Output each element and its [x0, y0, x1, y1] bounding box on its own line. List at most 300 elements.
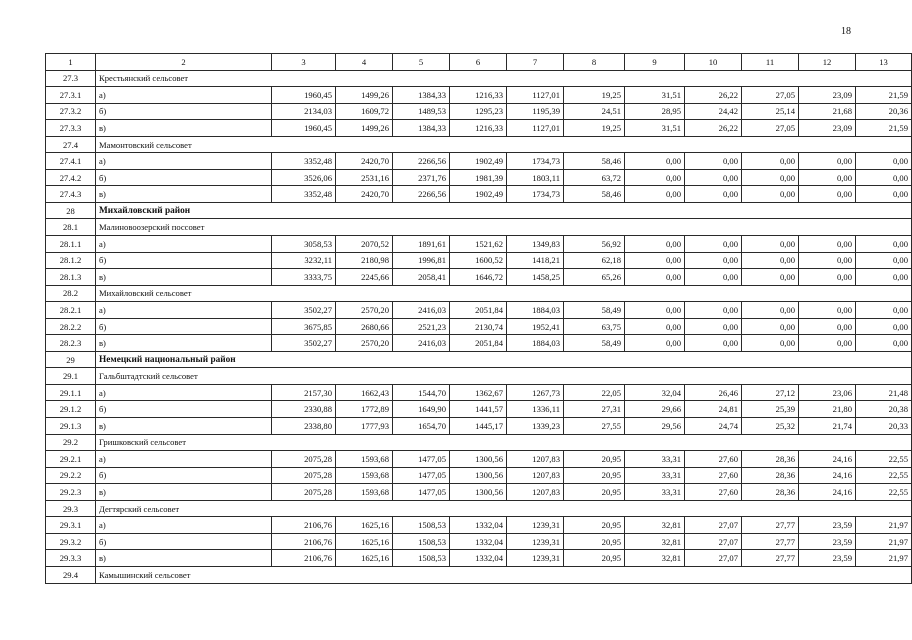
value-cell-col10: 0,00	[685, 153, 742, 170]
table-row	[46, 302, 912, 319]
value-cell-col12: 23,09	[799, 120, 856, 137]
value-cell-col3: 3526,06	[272, 169, 336, 186]
value-cell-col9: 31,51	[625, 87, 685, 104]
column-header-13: 13	[856, 54, 912, 71]
column-header-6: 6	[450, 54, 507, 71]
value-cell-col7: 1349,83	[507, 236, 564, 253]
row-code: 29.3.1	[46, 517, 96, 534]
value-cell-col5: 2371,76	[393, 169, 450, 186]
table-row	[46, 517, 912, 534]
value-cell-col8: 58,49	[564, 335, 625, 352]
value-cell-col4: 2245,66	[336, 269, 393, 286]
value-cell-col3: 3502,27	[272, 302, 336, 319]
value-cell-col4: 2180,98	[336, 252, 393, 269]
value-cell-col5: 1477,05	[393, 484, 450, 501]
value-cell-col12: 24,16	[799, 484, 856, 501]
row-code: 29.3.2	[46, 533, 96, 550]
value-cell-col13: 0,00	[856, 269, 912, 286]
value-cell-col3: 3352,48	[272, 153, 336, 170]
row-variant: в)	[96, 120, 272, 137]
data-table	[45, 53, 912, 584]
value-cell-col7: 1734,73	[507, 153, 564, 170]
value-cell-col9: 33,31	[625, 451, 685, 468]
value-cell-col7: 1239,31	[507, 533, 564, 550]
row-code: 29	[46, 351, 96, 368]
value-cell-col7: 1239,31	[507, 550, 564, 567]
value-cell-col4: 1625,16	[336, 550, 393, 567]
value-cell-col4: 1499,26	[336, 120, 393, 137]
value-cell-col5: 1477,05	[393, 451, 450, 468]
row-code: 28.1.1	[46, 236, 96, 253]
value-cell-col13: 20,38	[856, 401, 912, 418]
column-header-11: 11	[742, 54, 799, 71]
table-row	[46, 418, 912, 435]
value-cell-col13: 0,00	[856, 302, 912, 319]
section-row	[46, 70, 912, 87]
table-row	[46, 384, 912, 401]
value-cell-col12: 0,00	[799, 252, 856, 269]
value-cell-col11: 0,00	[742, 169, 799, 186]
table-row	[46, 153, 912, 170]
value-cell-col7: 1418,21	[507, 252, 564, 269]
value-cell-col9: 28,95	[625, 103, 685, 120]
section-row	[46, 285, 912, 302]
column-header-8: 8	[564, 54, 625, 71]
value-cell-col6: 1646,72	[450, 269, 507, 286]
value-cell-col9: 0,00	[625, 302, 685, 319]
row-code: 29.1	[46, 368, 96, 385]
row-variant: а)	[96, 302, 272, 319]
row-code: 29.2.1	[46, 451, 96, 468]
row-variant: б)	[96, 533, 272, 550]
row-code: 27.4.1	[46, 153, 96, 170]
value-cell-col4: 1625,16	[336, 533, 393, 550]
district-row	[46, 202, 912, 219]
value-cell-col3: 3352,48	[272, 186, 336, 203]
value-cell-col10: 0,00	[685, 269, 742, 286]
value-cell-col6: 1300,56	[450, 451, 507, 468]
value-cell-col11: 0,00	[742, 186, 799, 203]
row-code: 27.3.2	[46, 103, 96, 120]
value-cell-col13: 21,48	[856, 384, 912, 401]
column-header-1: 1	[46, 54, 96, 71]
value-cell-col8: 22,05	[564, 384, 625, 401]
value-cell-col6: 1332,04	[450, 550, 507, 567]
table-row	[46, 318, 912, 335]
value-cell-col4: 2680,66	[336, 318, 393, 335]
value-cell-col8: 19,25	[564, 87, 625, 104]
value-cell-col10: 27,60	[685, 484, 742, 501]
value-cell-col11: 27,05	[742, 120, 799, 137]
table-row	[46, 451, 912, 468]
value-cell-col11: 28,36	[742, 484, 799, 501]
value-cell-col6: 1216,33	[450, 87, 507, 104]
value-cell-col3: 2106,76	[272, 533, 336, 550]
value-cell-col13: 0,00	[856, 186, 912, 203]
value-cell-col8: 27,55	[564, 418, 625, 435]
row-code: 27.4	[46, 136, 96, 153]
value-cell-col13: 21,97	[856, 550, 912, 567]
value-cell-col9: 0,00	[625, 269, 685, 286]
value-cell-col9: 33,31	[625, 467, 685, 484]
value-cell-col12: 21,68	[799, 103, 856, 120]
value-cell-col7: 1195,39	[507, 103, 564, 120]
table-row	[46, 533, 912, 550]
value-cell-col6: 1600,52	[450, 252, 507, 269]
value-cell-col12: 24,16	[799, 451, 856, 468]
value-cell-col13: 22,55	[856, 451, 912, 468]
value-cell-col12: 0,00	[799, 236, 856, 253]
value-cell-col6: 1216,33	[450, 120, 507, 137]
value-cell-col13: 21,97	[856, 517, 912, 534]
table-row	[46, 550, 912, 567]
value-cell-col4: 2420,70	[336, 153, 393, 170]
value-cell-col7: 1127,01	[507, 120, 564, 137]
value-cell-col6: 1295,23	[450, 103, 507, 120]
row-code: 29.1.2	[46, 401, 96, 418]
row-variant: б)	[96, 401, 272, 418]
value-cell-col13: 20,33	[856, 418, 912, 435]
value-cell-col10: 0,00	[685, 302, 742, 319]
row-code: 28.1	[46, 219, 96, 236]
page-number: 18	[841, 26, 851, 37]
value-cell-col12: 0,00	[799, 153, 856, 170]
value-cell-col7: 1127,01	[507, 87, 564, 104]
value-cell-col13: 0,00	[856, 153, 912, 170]
value-cell-col11: 27,12	[742, 384, 799, 401]
row-variant: в)	[96, 484, 272, 501]
value-cell-col4: 2531,16	[336, 169, 393, 186]
value-cell-col8: 62,18	[564, 252, 625, 269]
row-variant: а)	[96, 236, 272, 253]
value-cell-col6: 1332,04	[450, 517, 507, 534]
value-cell-col4: 1777,93	[336, 418, 393, 435]
value-cell-col3: 3675,85	[272, 318, 336, 335]
value-cell-col5: 1508,53	[393, 550, 450, 567]
value-cell-col10: 27,60	[685, 451, 742, 468]
value-cell-col4: 1499,26	[336, 87, 393, 104]
value-cell-col12: 24,16	[799, 467, 856, 484]
value-cell-col6: 2130,74	[450, 318, 507, 335]
value-cell-col13: 21,59	[856, 120, 912, 137]
value-cell-col4: 1593,68	[336, 467, 393, 484]
value-cell-col5: 2416,03	[393, 335, 450, 352]
row-variant: в)	[96, 186, 272, 203]
value-cell-col13: 20,36	[856, 103, 912, 120]
value-cell-col6: 1332,04	[450, 533, 507, 550]
value-cell-col6: 1362,67	[450, 384, 507, 401]
value-cell-col5: 1649,90	[393, 401, 450, 418]
value-cell-col11: 27,77	[742, 533, 799, 550]
table-row	[46, 120, 912, 137]
value-cell-col12: 0,00	[799, 269, 856, 286]
value-cell-col7: 1207,83	[507, 451, 564, 468]
value-cell-col8: 63,72	[564, 169, 625, 186]
value-cell-col10: 0,00	[685, 252, 742, 269]
value-cell-col6: 1300,56	[450, 484, 507, 501]
value-cell-col11: 0,00	[742, 153, 799, 170]
value-cell-col12: 23,59	[799, 550, 856, 567]
column-header-10: 10	[685, 54, 742, 71]
value-cell-col6: 1521,62	[450, 236, 507, 253]
row-variant: а)	[96, 451, 272, 468]
value-cell-col10: 27,07	[685, 517, 742, 534]
section-title: Крестьянский сельсовет	[96, 70, 912, 87]
value-cell-col5: 1384,33	[393, 120, 450, 137]
row-variant: в)	[96, 269, 272, 286]
value-cell-col8: 20,95	[564, 533, 625, 550]
value-cell-col5: 2416,03	[393, 302, 450, 319]
value-cell-col8: 19,25	[564, 120, 625, 137]
row-code: 28.2.1	[46, 302, 96, 319]
value-cell-col8: 56,92	[564, 236, 625, 253]
value-cell-col4: 1662,43	[336, 384, 393, 401]
value-cell-col7: 1336,11	[507, 401, 564, 418]
value-cell-col10: 0,00	[685, 186, 742, 203]
value-cell-col9: 31,51	[625, 120, 685, 137]
value-cell-col13: 0,00	[856, 252, 912, 269]
value-cell-col4: 2570,20	[336, 302, 393, 319]
value-cell-col5: 1891,61	[393, 236, 450, 253]
value-cell-col7: 1339,23	[507, 418, 564, 435]
column-header-12: 12	[799, 54, 856, 71]
value-cell-col9: 32,81	[625, 533, 685, 550]
value-cell-col11: 0,00	[742, 302, 799, 319]
value-cell-col9: 0,00	[625, 169, 685, 186]
value-cell-col3: 3333,75	[272, 269, 336, 286]
row-code: 28.2.2	[46, 318, 96, 335]
section-row	[46, 566, 912, 583]
row-code: 29.1.3	[46, 418, 96, 435]
value-cell-col3: 2330,88	[272, 401, 336, 418]
value-cell-col7: 1884,03	[507, 302, 564, 319]
value-cell-col10: 24,42	[685, 103, 742, 120]
value-cell-col5: 2058,41	[393, 269, 450, 286]
table-row	[46, 87, 912, 104]
row-code: 28	[46, 202, 96, 219]
table-row	[46, 103, 912, 120]
value-cell-col7: 1239,31	[507, 517, 564, 534]
table-row	[46, 467, 912, 484]
value-cell-col8: 58,46	[564, 153, 625, 170]
value-cell-col5: 1508,53	[393, 517, 450, 534]
value-cell-col11: 28,36	[742, 451, 799, 468]
value-cell-col6: 1300,56	[450, 467, 507, 484]
row-code: 28.2.3	[46, 335, 96, 352]
value-cell-col5: 1477,05	[393, 467, 450, 484]
section-row	[46, 434, 912, 451]
value-cell-col8: 58,46	[564, 186, 625, 203]
district-title: Михайловский район	[96, 202, 912, 219]
row-variant: б)	[96, 318, 272, 335]
value-cell-col10: 0,00	[685, 335, 742, 352]
row-variant: б)	[96, 169, 272, 186]
value-cell-col12: 21,80	[799, 401, 856, 418]
row-code: 29.3	[46, 500, 96, 517]
row-variant: а)	[96, 87, 272, 104]
row-variant: а)	[96, 517, 272, 534]
table-row	[46, 236, 912, 253]
value-cell-col8: 20,95	[564, 517, 625, 534]
table-row	[46, 186, 912, 203]
value-cell-col5: 1508,53	[393, 533, 450, 550]
section-title: Гришковский сельсовет	[96, 434, 912, 451]
column-header-9: 9	[625, 54, 685, 71]
column-header-5: 5	[393, 54, 450, 71]
value-cell-col3: 2106,76	[272, 517, 336, 534]
row-code: 27.4.2	[46, 169, 96, 186]
value-cell-col7: 1734,73	[507, 186, 564, 203]
value-cell-col5: 1384,33	[393, 87, 450, 104]
value-cell-col7: 1952,41	[507, 318, 564, 335]
row-variant: а)	[96, 384, 272, 401]
row-variant: а)	[96, 153, 272, 170]
section-title: Гальбштадтский сельсовет	[96, 368, 912, 385]
value-cell-col6: 1981,39	[450, 169, 507, 186]
section-title: Мамонтовский сельсовет	[96, 136, 912, 153]
row-variant: б)	[96, 467, 272, 484]
value-cell-col5: 2266,56	[393, 186, 450, 203]
value-cell-col6: 1441,57	[450, 401, 507, 418]
table-row	[46, 401, 912, 418]
value-cell-col9: 0,00	[625, 186, 685, 203]
row-variant: б)	[96, 103, 272, 120]
value-cell-col8: 20,95	[564, 484, 625, 501]
column-header-4: 4	[336, 54, 393, 71]
value-cell-col3: 1960,45	[272, 120, 336, 137]
table-row	[46, 484, 912, 501]
row-code: 29.4	[46, 566, 96, 583]
value-cell-col13: 22,55	[856, 484, 912, 501]
value-cell-col9: 29,56	[625, 418, 685, 435]
value-cell-col3: 2075,28	[272, 451, 336, 468]
value-cell-col11: 25,32	[742, 418, 799, 435]
value-cell-col10: 26,46	[685, 384, 742, 401]
table-row	[46, 335, 912, 352]
value-cell-col9: 0,00	[625, 153, 685, 170]
value-cell-col12: 0,00	[799, 186, 856, 203]
value-cell-col12: 0,00	[799, 302, 856, 319]
value-cell-col8: 20,95	[564, 550, 625, 567]
value-cell-col7: 1458,25	[507, 269, 564, 286]
row-code: 29.1.1	[46, 384, 96, 401]
value-cell-col13: 0,00	[856, 169, 912, 186]
value-cell-col8: 24,51	[564, 103, 625, 120]
section-title: Малиновоозерский поссовет	[96, 219, 912, 236]
column-header-2: 2	[96, 54, 272, 71]
value-cell-col6: 1902,49	[450, 153, 507, 170]
value-cell-col3: 2338,80	[272, 418, 336, 435]
value-cell-col4: 1772,89	[336, 401, 393, 418]
value-cell-col13: 21,59	[856, 87, 912, 104]
value-cell-col9: 29,66	[625, 401, 685, 418]
value-cell-col13: 22,55	[856, 467, 912, 484]
value-cell-col8: 63,75	[564, 318, 625, 335]
value-cell-col12: 0,00	[799, 169, 856, 186]
row-code: 27.3	[46, 70, 96, 87]
value-cell-col10: 26,22	[685, 120, 742, 137]
table-row	[46, 252, 912, 269]
value-cell-col4: 2420,70	[336, 186, 393, 203]
value-cell-col7: 1267,73	[507, 384, 564, 401]
value-cell-col9: 32,81	[625, 517, 685, 534]
value-cell-col11: 25,14	[742, 103, 799, 120]
value-cell-col12: 23,06	[799, 384, 856, 401]
row-variant: б)	[96, 252, 272, 269]
value-cell-col7: 1207,83	[507, 467, 564, 484]
table-row	[46, 169, 912, 186]
value-cell-col5: 2266,56	[393, 153, 450, 170]
table-body	[46, 70, 912, 583]
row-code: 29.2	[46, 434, 96, 451]
value-cell-col3: 3502,27	[272, 335, 336, 352]
value-cell-col11: 28,36	[742, 467, 799, 484]
value-cell-col8: 58,49	[564, 302, 625, 319]
value-cell-col5: 1489,53	[393, 103, 450, 120]
value-cell-col6: 1445,17	[450, 418, 507, 435]
section-row	[46, 368, 912, 385]
value-cell-col6: 1902,49	[450, 186, 507, 203]
row-code: 27.3.1	[46, 87, 96, 104]
value-cell-col12: 0,00	[799, 318, 856, 335]
row-code: 29.2.2	[46, 467, 96, 484]
value-cell-col3: 3058,53	[272, 236, 336, 253]
value-cell-col9: 32,04	[625, 384, 685, 401]
value-cell-col4: 2070,52	[336, 236, 393, 253]
value-cell-col9: 0,00	[625, 236, 685, 253]
row-variant: в)	[96, 418, 272, 435]
value-cell-col11: 27,77	[742, 517, 799, 534]
value-cell-col10: 24,81	[685, 401, 742, 418]
value-cell-col5: 2521,23	[393, 318, 450, 335]
section-row	[46, 136, 912, 153]
value-cell-col11: 0,00	[742, 335, 799, 352]
value-cell-col8: 27,31	[564, 401, 625, 418]
value-cell-col12: 21,74	[799, 418, 856, 435]
value-cell-col3: 2134,03	[272, 103, 336, 120]
value-cell-col11: 27,77	[742, 550, 799, 567]
value-cell-col9: 33,31	[625, 484, 685, 501]
value-cell-col10: 0,00	[685, 169, 742, 186]
value-cell-col8: 20,95	[564, 451, 625, 468]
row-code: 27.4.3	[46, 186, 96, 203]
value-cell-col10: 27,07	[685, 533, 742, 550]
value-cell-col6: 2051,84	[450, 335, 507, 352]
value-cell-col12: 0,00	[799, 335, 856, 352]
row-code: 28.1.3	[46, 269, 96, 286]
section-title: Михайловский сельсовет	[96, 285, 912, 302]
value-cell-col13: 0,00	[856, 318, 912, 335]
value-cell-col11: 0,00	[742, 269, 799, 286]
value-cell-col10: 0,00	[685, 236, 742, 253]
value-cell-col11: 0,00	[742, 236, 799, 253]
value-cell-col9: 0,00	[625, 252, 685, 269]
value-cell-col5: 1654,70	[393, 418, 450, 435]
section-row	[46, 219, 912, 236]
value-cell-col12: 23,59	[799, 517, 856, 534]
column-header-3: 3	[272, 54, 336, 71]
value-cell-col10: 24,74	[685, 418, 742, 435]
value-cell-col3: 2075,28	[272, 467, 336, 484]
value-cell-col4: 1625,16	[336, 517, 393, 534]
value-cell-col10: 27,07	[685, 550, 742, 567]
value-cell-col11: 27,05	[742, 87, 799, 104]
value-cell-col3: 1960,45	[272, 87, 336, 104]
value-cell-col9: 0,00	[625, 335, 685, 352]
value-cell-col10: 27,60	[685, 467, 742, 484]
row-variant: в)	[96, 335, 272, 352]
value-cell-col13: 0,00	[856, 236, 912, 253]
